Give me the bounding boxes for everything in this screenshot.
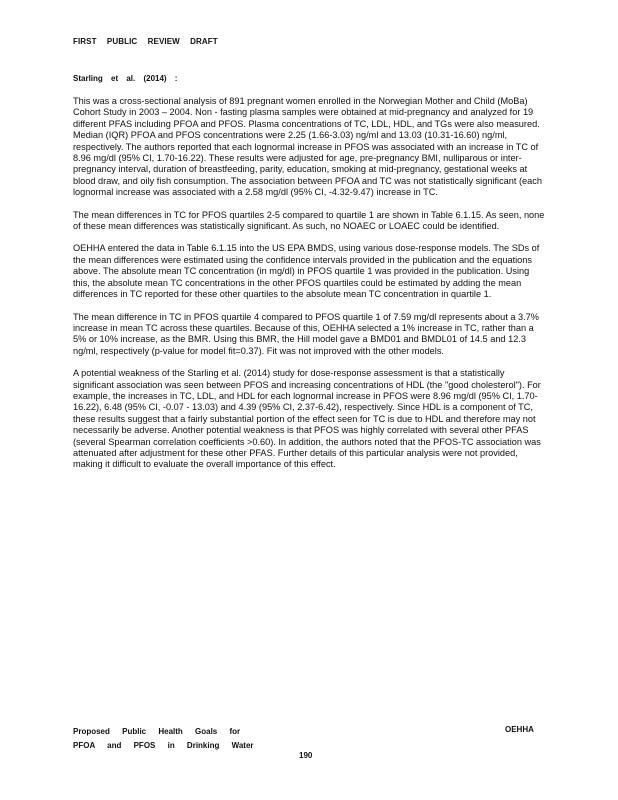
paragraph: The mean differences in TC for PFOS quartiles 2-5 compared to quartile 1 are shown in Table 6.1.15. As seen, none of these mean differences was statistically significant. As such, no NOAEC or LOAEC could be identified. [73,209,545,232]
footer-document-title [73,725,254,753]
paragraph: The mean difference in TC in PFOS quartile 4 compared to PFOS quartile 1 of 7.59 mg/dl represents about a 3.7% increase in mean TC across these quartiles. Because of this, OEHHA selected a 1% increase in TC, rather than a 5% or 10% increase, as the BMR. Using this BMR, the Hill model gave a BMD01 and BMDL01 of 14.5 and 12.3 ng/ml, respectively (p-value for model fit=0.37). Fit was not improved with the other models. [73,311,539,356]
footer-agency: OEHHA [505,725,534,734]
body-text [73,96,545,482]
paragraph: A potential weakness of the Starling et al. (2014) study for dose-response assessment is that a statistically significant association was seen between PFOS and increasing concentrations of HDL (the "good cholesterol"). For example, the increases in TC, LDL, and HDL for each lognormal increase in PFOS were 8.96 mg/dl (95% CI, 1.70-16.22), 6.48 (95% CI, -0.07 - 13.03) and 4.39 (95% CI, 2.37-6.42), respectively. Since HDL is a component of TC, these results suggest that a fairly substantial portion of the effect seen for TC is due to HDL and therefore may not necessarily be adverse. Another potential weakness is that PFOS was highly correlated with several other PFAS (several Spearman correlation coefficients >0.60). In addition, the authors noted that the PFOS-TC association was attenuated after adjustment for these other PFAS. Further details of this particular analysis were not provided, making it difficult to evaluate the overall importance of this effect. [73,368,541,470]
paragraph: This was a cross-sectional analysis of 891 pregnant women enrolled in the Norwegian Mother and Child (MoBa) Cohort Study in 2003 – 2004. Non - fasting plasma samples were obtained at mid-pregnancy and analyzed for 19 different PFAS including PFOA and PFOS. Plasma concentrations of TC, LDL, HDL, and TGs were also measured. Median (IQR) PFOA and PFOS concentrations were 2.25 (1.66-3.03) ng/ml and 13.03 (10.31-16.60) ng/ml, respectively. The authors reported that each lognormal increase in PFOS was associated with an increase in TC of 8.96 mg/dl (95% CI, 1.70-16.22). These results were adjusted for age, pre-pregnancy BMI, nulliparous or inter-pregnancy interval, duration of breastfeeding, parity, education, smoking at mid-pregnancy, gestational weeks at blood draw, and oily fish consumption. The association between PFOA and TC was not statistically significant (each lognormal increase was associated with a 2.58 mg/dl (95% CI, -4.32-9.47) increase in TC. [73,96,542,198]
footer-line: PFOA and PFOS in Drinking Water [73,741,254,750]
running-header: FIRST PUBLIC REVIEW DRAFT [73,37,218,46]
footer-line: Proposed Public Health Goals for [73,727,241,736]
page-number: 190 [299,751,313,760]
paragraph: OEHHA entered the data in Table 6.1.15 into the US EPA BMDS, using various dose-response models. The SDs of the mean differences were estimated using the confidence intervals provided in the publication and the equations above. The absolute mean TC concentration (in mg/dl) in PFOS quartile 1 was provided in the publication. Using this, the absolute mean TC concentrations in the other PFOS quartiles could be estimated by adding the mean differences in TC reported for these other quartiles to the absolute mean TC concentration in quartile 1. [73,243,540,300]
section-heading: Starling et al. (2014) : [73,74,178,83]
